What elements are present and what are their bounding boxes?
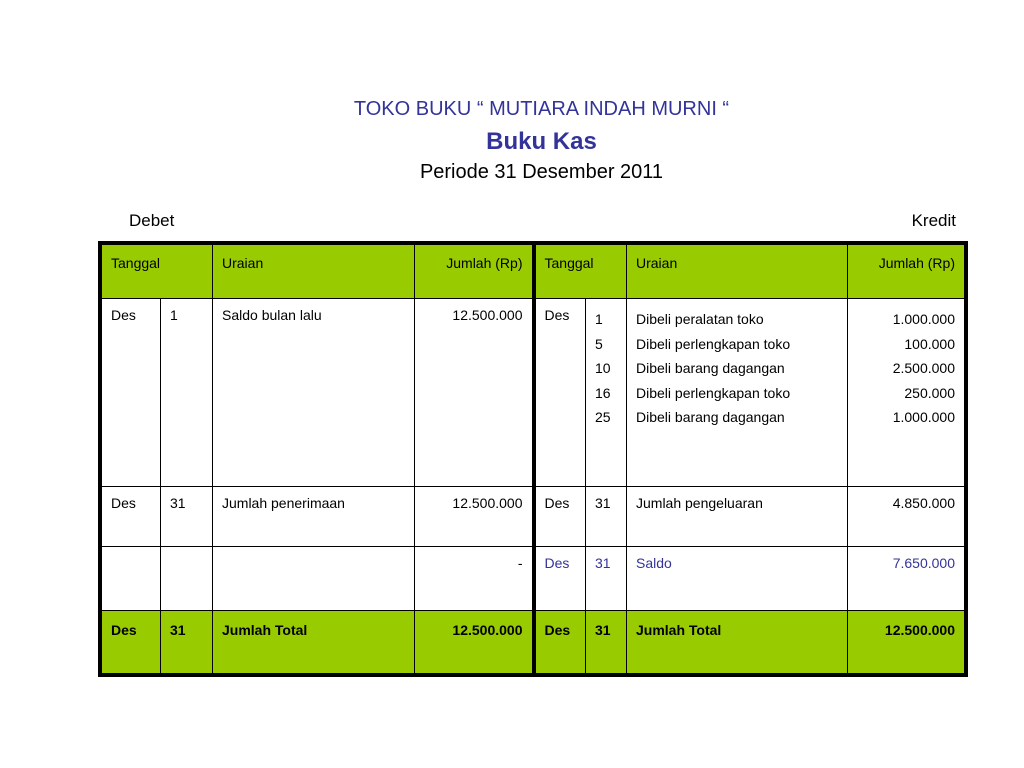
credit-description: Dibeli perlengkapan toko — [636, 384, 791, 401]
credit-day: 5 — [595, 335, 603, 352]
debit-amount: 12.500.000 — [415, 299, 534, 487]
table-header-row — [102, 245, 965, 299]
credit-amount: 1.000.000 — [892, 409, 955, 425]
credit-description: Jumlah Total — [627, 611, 848, 674]
debit-description: Jumlah penerimaan — [213, 487, 415, 547]
table-row — [102, 547, 965, 611]
table-total-row — [102, 611, 965, 674]
credit-day: 10 — [595, 360, 611, 376]
credit-amount: 100.000 — [904, 335, 955, 352]
debit-amount: 12.500.000 — [415, 611, 534, 674]
credit-description: Jumlah pengeluaran — [627, 487, 848, 547]
book-title: Buku Kas — [486, 128, 597, 155]
debit-description: Saldo bulan lalu — [213, 299, 415, 487]
debit-day: 1 — [161, 299, 213, 487]
debit-day — [161, 547, 213, 611]
credit-day: 31 — [586, 547, 627, 611]
credit-description-header: Uraian — [627, 245, 848, 299]
cash-book-table — [101, 244, 965, 674]
credit-amount: 12.500.000 — [848, 611, 965, 674]
credit-month: Des — [534, 611, 586, 674]
credit-amount: 2.500.000 — [892, 360, 955, 376]
period-label: Periode 31 Desember 2011 — [419, 161, 664, 183]
credit-description: Dibeli peralatan toko — [636, 311, 764, 327]
debit-month — [102, 547, 161, 611]
credit-day: 31 — [586, 487, 627, 547]
credit-description: Dibeli barang dagangan — [636, 360, 785, 376]
debit-label: Debet — [129, 211, 175, 230]
credit-days — [586, 299, 627, 487]
credit-label: Kredit — [911, 211, 956, 230]
debit-amount: 12.500.000 — [415, 487, 534, 547]
credit-description: Saldo — [627, 547, 848, 611]
credit-description: Dibeli perlengkapan toko — [636, 335, 791, 352]
debit-month: Des — [102, 299, 161, 487]
debit-description — [213, 547, 415, 611]
debit-description-header: Uraian — [213, 245, 415, 299]
credit-amount-header: Jumlah (Rp) — [848, 245, 965, 299]
debit-amount: - — [415, 547, 534, 611]
credit-amounts — [848, 299, 965, 487]
credit-day: 31 — [586, 611, 627, 674]
credit-day: 25 — [595, 409, 611, 425]
table-row — [102, 299, 965, 487]
credit-date-header: Tanggal — [534, 245, 627, 299]
credit-amount: 250.000 — [904, 384, 955, 401]
debit-description: Jumlah Total — [213, 611, 415, 674]
credit-day: 16 — [595, 384, 611, 401]
debit-month: Des — [102, 487, 161, 547]
table-row — [102, 487, 965, 547]
credit-month: Des — [534, 487, 586, 547]
store-title: TOKO BUKU “ MUTIARA INDAH MURNI “ — [353, 98, 730, 120]
debit-date-header: Tanggal — [102, 245, 213, 299]
credit-day: 1 — [595, 311, 603, 327]
credit-month: Des — [534, 547, 586, 611]
credit-month: Des — [534, 299, 586, 487]
credit-amount: 7.650.000 — [848, 547, 965, 611]
credit-amount: 4.850.000 — [848, 487, 965, 547]
debit-month: Des — [102, 611, 161, 674]
credit-amount: 1.000.000 — [892, 311, 955, 327]
credit-description: Dibeli barang dagangan — [636, 409, 785, 425]
debit-amount-header: Jumlah (Rp) — [415, 245, 534, 299]
credit-descriptions — [627, 299, 848, 487]
debit-day: 31 — [161, 487, 213, 547]
debit-day: 31 — [161, 611, 213, 674]
